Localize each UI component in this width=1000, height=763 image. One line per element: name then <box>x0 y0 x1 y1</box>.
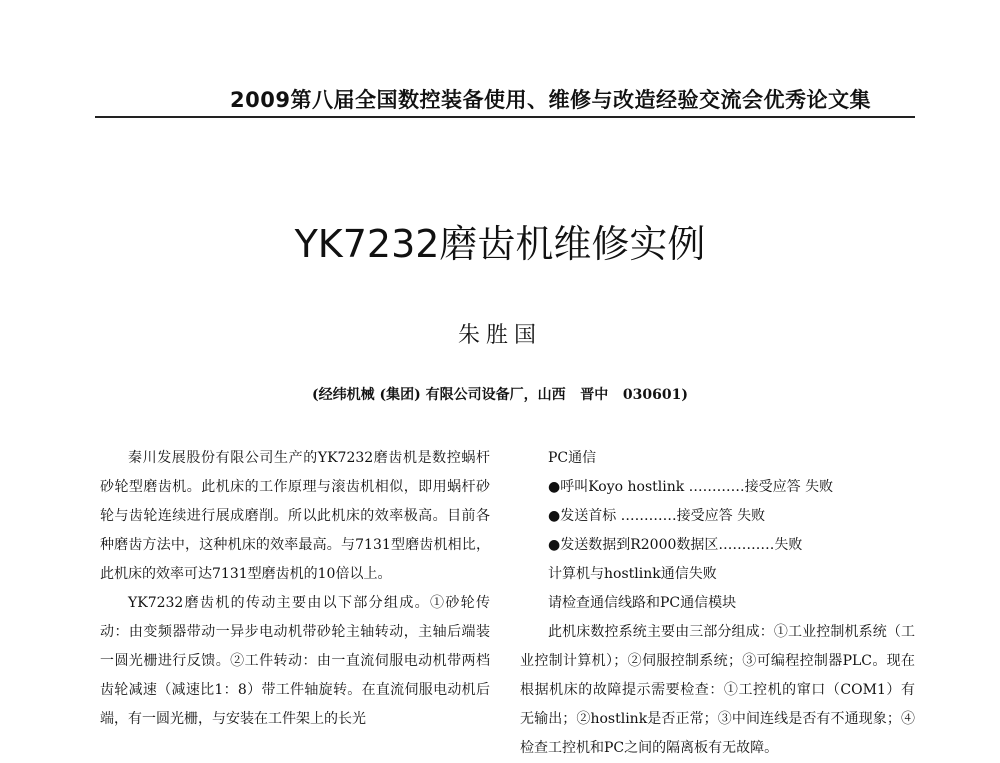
header-rule <box>95 116 915 118</box>
error-line-6: 请检查通信线路和PC通信模块 <box>548 595 737 611</box>
body-paragraph-2: YK7232磨齿机的传动主要由以下部分组成。①砂轮传动：由变频器带动一异步电动机带砂轮主轴转动，主轴后端装一圆光栅进行反馈。②工件转动：由一直流伺服电动机带两档齿轮减速（减速比1：8）带工件轴旋转。在直流伺服电动机后端，有一圆光栅，与安装在工件架上的长光 <box>100 595 490 727</box>
error-line-4: ●发送数据到R2000数据区…………失败 <box>548 537 803 553</box>
running-header: 2009第八届全国数控装备使用、维修与改造经验交流会优秀论文集 <box>230 88 871 112</box>
error-line-3: ●发送首标 …………接受应答 失败 <box>548 508 766 524</box>
error-line-5: 计算机与hostlink通信失败 <box>548 566 717 582</box>
body-paragraph-1: 秦川发展股份有限公司生产的YK7232磨齿机是数控蜗杆砂轮型磨齿机。此机床的工作原理与滚齿机相似，即用蜗杆砂轮与齿轮连续进行展成磨削。所以此机床的效率极高。目前各种磨齿方法中，这种机床的效率最高。与7131型磨齿机相比，此机床的效率可达7131型磨齿机的10倍以上。 <box>100 450 490 582</box>
left-column <box>100 444 490 734</box>
article-title: YK7232磨齿机维修实例 <box>294 222 706 267</box>
author-name: 朱胜国 <box>457 323 542 348</box>
error-line-1: PC通信 <box>548 450 597 466</box>
author-affiliation: (经纬机械 (集团) 有限公司设备厂，山西 晋中 030601) <box>312 387 688 403</box>
right-column <box>520 444 915 763</box>
error-line-2: ●呼叫Koyo hostlink …………接受应答 失败 <box>548 479 834 495</box>
body-paragraph-3: 此机床数控系统主要由三部分组成：①工业控制机系统（工业控制计算机）；②伺服控制系统；③可编程控制器PLC。现在根据机床的故障提示需要检查：①工控机的窜口（COM1）有无输出；②hostlink是否正常；③中间连线是否有不通现象；④检查工控机和PC之间的隔离板有无故障。 <box>520 624 915 756</box>
